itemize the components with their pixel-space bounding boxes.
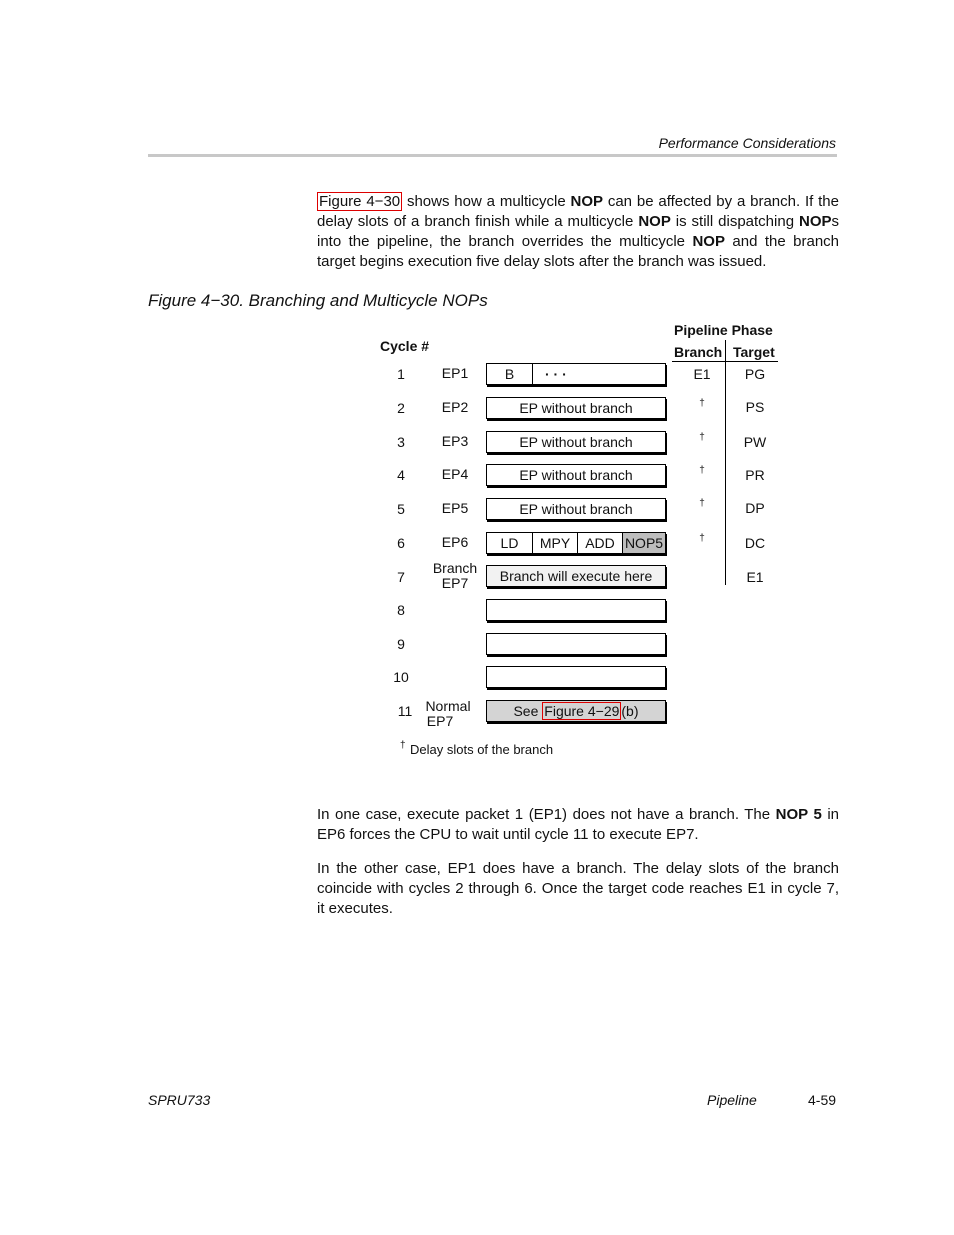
figure-caption: Figure 4−30. Branching and Multicycle NOPs — [148, 291, 488, 310]
ep6-box — [486, 532, 666, 554]
paragraph-one-case — [317, 805, 839, 845]
cycle-number: 5 — [397, 501, 405, 517]
execute-packet-label: EP1 — [441, 365, 469, 381]
delay-slot-dagger: † — [699, 533, 705, 544]
mpy-instruction: MPY — [533, 533, 578, 553]
target-phase: PR — [745, 467, 765, 483]
intro-bold-4: NOP — [692, 233, 725, 250]
normal-ep7-box — [486, 700, 666, 722]
see-text: See — [513, 703, 543, 719]
cycle-number: 3 — [397, 434, 405, 450]
footnote-text: Delay slots of the branch — [410, 742, 554, 757]
normal-ep7-label-line2: EP7 — [426, 713, 454, 729]
intro-paragraph — [317, 192, 839, 272]
empty-cycle-box — [486, 633, 666, 655]
execute-packet-label: EP2 — [441, 399, 469, 415]
intro-text-3: is still dispatching — [670, 213, 799, 230]
figure-4-30-link[interactable]: Figure 4−30 — [319, 193, 401, 210]
ep-box: EP without branch — [486, 397, 666, 419]
branch-execute-box: Branch will execute here — [486, 565, 666, 587]
footer-doc-id: SPRU733 — [148, 1092, 211, 1108]
cycle-number: 4 — [397, 467, 405, 483]
ep-box: EP without branch — [486, 464, 666, 486]
target-phase: DC — [744, 535, 766, 551]
execute-packet-label: EP6 — [441, 534, 469, 550]
delay-slot-dagger: † — [699, 498, 705, 509]
cycle-number: 6 — [397, 535, 405, 551]
footnote-dagger: † — [400, 740, 406, 751]
cycle-number: 1 — [397, 366, 405, 382]
para2-text-2: in EP6 forces the CPU to wait until cycle 11 to execute EP7. — [317, 806, 840, 843]
cycle-number: 8 — [397, 602, 405, 618]
phase-divider-horizontal — [672, 361, 778, 362]
ep-box: EP without branch — [486, 431, 666, 453]
branch-ep7-label-line2: EP7 — [441, 575, 469, 591]
cycle-number: 7 — [397, 569, 405, 585]
branch-header: Branch — [674, 344, 723, 360]
footer-chapter: Pipeline — [707, 1092, 757, 1108]
normal-ep7-label-line1: Normal — [425, 698, 471, 714]
intro-text-2: can be affected by a branch. If the delay slots of a branch finish while a multicycle — [317, 193, 839, 230]
target-phase: DP — [745, 500, 765, 516]
execute-packet-label: EP4 — [441, 466, 469, 482]
nop5-instruction: NOP5 — [624, 535, 664, 551]
execute-packet-label: EP5 — [441, 500, 469, 516]
ellipsis: · · · — [545, 366, 567, 382]
cycle-number: 9 — [397, 636, 405, 652]
intro-text-1: shows how a multicycle — [402, 193, 571, 210]
pipeline-phase-header: Pipeline Phase — [674, 322, 773, 338]
footer-page-number: 4-59 — [808, 1092, 837, 1108]
header-rule — [148, 154, 837, 157]
target-header: Target — [733, 344, 775, 360]
branch-phase: E1 — [693, 366, 711, 382]
intro-text-4: s into the pipeline, the branch overrides the multicycle — [317, 213, 840, 250]
intro-bold-3: NOP — [799, 213, 832, 230]
paragraph-other-case: In the other case, EP1 does have a branch. The delay slots of the branch coincide with cycles 2 through 6. Once the target code reaches E1 in cycle 7, it executes. — [317, 860, 839, 917]
target-phase: PS — [745, 399, 765, 415]
empty-cycle-box — [486, 666, 666, 688]
delay-slot-dagger: † — [699, 465, 705, 476]
ep-box: EP without branch — [486, 498, 666, 520]
cycle-header: Cycle # — [380, 338, 430, 354]
intro-bold-1: NOP — [570, 193, 604, 210]
para2-text-1: In one case, execute packet 1 (EP1) does not have a branch. The — [317, 806, 776, 823]
target-phase: PG — [744, 366, 766, 382]
empty-cycle-box — [486, 599, 666, 621]
cycle-number: 10 — [393, 669, 409, 685]
branch-instruction: B — [487, 364, 533, 384]
running-header: Performance Considerations — [658, 135, 836, 151]
cycle-number: 11 — [397, 703, 413, 719]
ep1-box — [486, 363, 666, 385]
intro-text-5: and the branch target begins execution five delay slots after the branch was issued. — [317, 233, 839, 270]
b-suffix: (b) — [621, 703, 639, 719]
ld-instruction: LD — [487, 533, 533, 553]
add-instruction: ADD — [578, 533, 623, 553]
cycle-number: 2 — [397, 400, 405, 416]
execute-packet-label: EP3 — [441, 433, 469, 449]
delay-slot-dagger: † — [699, 432, 705, 443]
target-phase: PW — [743, 434, 767, 450]
figure-4-29-link[interactable]: Figure 4−29 — [544, 703, 620, 719]
delay-slot-dagger: † — [699, 398, 705, 409]
intro-bold-2: NOP — [638, 213, 671, 230]
para2-bold: NOP 5 — [775, 806, 822, 823]
branch-ep7-label-line1: Branch — [432, 560, 478, 576]
target-phase: E1 — [746, 569, 764, 585]
